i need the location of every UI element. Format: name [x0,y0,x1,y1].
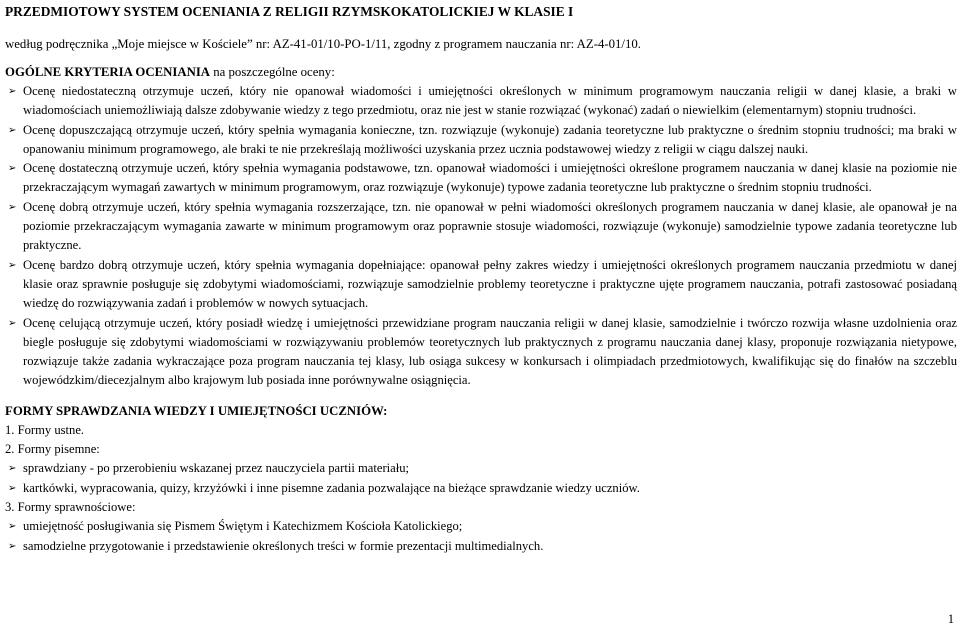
criteria-item-niedostateczna [5,82,957,121]
arrow-bullet-icon: ➢ [8,163,17,175]
forms-written-item [5,479,957,498]
criteria-list [5,82,957,391]
criteria-item-bardzo-dobra [5,256,957,314]
page-number: 1 [947,612,954,626]
criteria-item-celujaca [5,314,957,391]
criteria-item-text: Ocenę bardzo dobrą otrzymuje uczeń, który spełnia wymagania dopełniające: opanował pełny zakres wiedzy i umiejętności określonych programem nauczania przedmiotu w danej klasie oraz sprawnie posługuje się zdobytymi wiadomościami, rozwiązuje samodzielnie problemy teoretyczne i praktyczne ujęte programem nauczania, potrafi zastosować posiadaną wiedzę do rozwiązywania zadań i problemów w nowych sytuacjach. [23,257,957,311]
criteria-item-dostateczna [5,159,957,198]
forms-written-label: 2. Formy pisemne: [5,442,100,457]
criteria-item-text: Ocenę niedostateczną otrzymuje uczeń, który nie opanował wiadomości i umiejętności określonych w minimum programowym nauczania religii w danej klasie, a braki w wiadomościach uniemożliwiają dalsze zdobywanie wiedzy z tego przedmiotu, oraz nie jest w stanie rozwiązać (wykonać) zadań o niewielkim (elementarnym) stopniu trudności. [23,84,957,118]
document-subtitle: według podręcznika „Moje miejsce w Kościele” nr: AZ-41-01/10-PO-1/11, zgodny z programem nauczania nr: AZ-4-01/10. [5,37,641,51]
forms-item-text: kartkówki, wypracowania, quizy, krzyżówki i inne pisemne zadania pozwalające na bieżące sprawdzanie wiedzy uczniów. [23,480,640,495]
arrow-bullet-icon: ➢ [8,86,17,97]
arrow-bullet-icon: ➢ [8,124,17,136]
criteria-heading-bold: OGÓLNE KRYTERIA OCENIANIA [5,65,211,79]
arrow-bullet-icon: ➢ [8,521,17,533]
arrow-bullet-icon: ➢ [8,201,17,213]
forms-heading: FORMY SPRAWDZANIA WIEDZY I UMIEJĘTNOŚCI UCZNIÓW: [5,403,388,418]
forms-skills-item [5,537,957,556]
criteria-item-text: Ocenę dostateczną otrzymuje uczeń, który spełnia wymagania podstawowe, tzn. opanował wiadomości i umiejętności określone programem nauczania w danej klasie na poziomie nie przekraczającym wymagań zawartych w minimum programowym, oraz rozwiązuje (wykonuje) typowe zadania teoretyczne lub praktyczne o średnim stopniu trudności. [23,161,957,195]
criteria-item-text: Ocenę dopuszczającą otrzymuje uczeń, który spełnia wymagania konieczne, tzn. rozwiązuje (wykonuje) zadania teoretyczne lub praktyczne o średnim stopniu trudności; ma braki w opanowaniu minimum programowego, ale braki te nie przekreślają możliwości uzyskania przez ucznia podstawowej wiedzy z religii w ciągu dalszej nauki. [23,122,957,156]
forms-skills-label: 3. Formy sprawnościowe: [5,499,136,514]
forms-item-text: umiejętność posługiwania się Pismem Świętym i Katechizmem Kościoła Katolickiego; [23,519,463,534]
document-title: PRZEDMIOTOWY SYSTEM OCENIANIA Z RELIGII RZYMSKOKATOLICKIEJ W KLASIE I [5,4,574,19]
forms-oral-label: 1. Formy ustne. [5,422,85,437]
criteria-heading [5,62,957,82]
arrow-bullet-icon: ➢ [8,482,17,494]
arrow-bullet-icon: ➢ [8,317,17,329]
document-page [5,0,957,556]
criteria-item-dobra [5,198,957,256]
arrow-bullet-icon: ➢ [8,540,17,552]
forms-item-text: sprawdziany - po przerobieniu wskazanej przez nauczyciela partii materiału; [23,461,410,476]
criteria-heading-rest: na poszczególne oceny: [210,65,335,79]
forms-skills-list [5,517,957,556]
criteria-item-dopuszczajaca [5,121,957,160]
forms-written-list [5,459,957,498]
criteria-item-text: Ocenę dobrą otrzymuje uczeń, który spełnia wymagania rozszerzające, tzn. nie opanował w pełni wiadomości określonych programem nauczania w danej klasie, ale opanował je na poziomie przekraczającym wymagania zawarte w minimum programowym oraz poprawnie stosuje wiadomości, rozwiązuje (wykonuje) samodzielnie typowe zadania teoretyczne lub praktyczne. [23,199,957,253]
arrow-bullet-icon: ➢ [8,463,17,475]
arrow-bullet-icon: ➢ [8,259,17,271]
forms-written-item [5,459,957,478]
criteria-item-text: Ocenę celującą otrzymuje uczeń, który posiadł wiedzę i umiejętności przewidziane program nauczania religii w danej klasie, samodzielnie i twórczo rozwija własne uzdolnienia oraz biegle posługuje się zdobytymi wiadomościami w rozwiązywaniu problemów teoretycznych lub praktycznych z programu nauczania danej klasy, proponuje rozwiązania nietypowe, rozwiązuje także zadania wykraczające poza program nauczania tej klasy, lub osiąga sukcesy w konkursach i olimpiadach przedmiotowych, kwalifikując się do finałów na szczeblu wojewódzkim/diecezjalnym albo krajowym lub posiada inne porównywalne osiągnięcia. [23,315,957,388]
forms-skills-item [5,517,957,536]
forms-item-text: samodzielne przygotowanie i przedstawienie określonych treści w formie prezentacji multimedialnych. [23,538,544,553]
